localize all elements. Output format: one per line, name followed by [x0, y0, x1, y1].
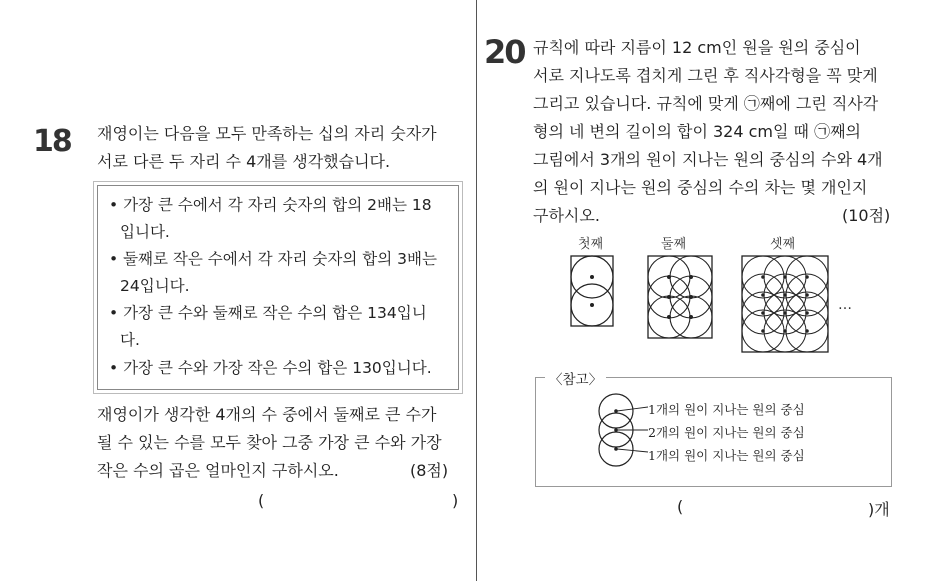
figure-ellipsis: …: [838, 297, 852, 313]
q18-question-2: 될 수 있는 수를 모두 찾아 그중 가장 큰 수와 가장: [97, 433, 442, 452]
q20-line-5: 그림에서 3개의 원이 지나는 원의 중심의 수와 4개: [533, 150, 883, 169]
question-18-number: 18: [33, 124, 71, 159]
q18-cond-2: • 둘째로 작은 수에서 각 자리 숫자의 합의 3배는: [109, 250, 437, 268]
reference-circles: [590, 392, 650, 468]
q18-line-2: 서로 다른 두 자리 수 4개를 생각했습니다.: [97, 152, 391, 171]
figure-label-2: 둘째: [661, 237, 687, 252]
q20-line-3: 그리고 있습니다. 규칙에 맞게 ㉠째에 그린 직사각: [533, 94, 879, 113]
q20-answer-open: (: [677, 497, 684, 516]
q20-line-6: 의 원이 지나는 원의 중심의 수의 차는 몇 개인지: [533, 178, 868, 197]
reference-line-3: 1개의 원이 지나는 원의 중심: [648, 448, 805, 463]
q18-line-1: 재영이는 다음을 모두 만족하는 십의 자리 숫자가: [97, 124, 437, 143]
q18-points: (8점): [410, 461, 449, 480]
figure-2-circles: [647, 255, 713, 339]
q20-line-7: 구하시오.: [533, 206, 600, 225]
q18-cond-3b: 다.: [120, 331, 140, 349]
figure-3-circles: [741, 255, 829, 353]
q18-answer-open: (: [258, 491, 265, 510]
q18-cond-2b: 24입니다.: [120, 277, 190, 295]
q18-answer-close: ): [452, 491, 459, 510]
figure-label-1: 첫째: [578, 237, 604, 252]
page-divider: [476, 0, 477, 581]
q20-points: (10점): [842, 206, 891, 225]
question-20-number: 20: [484, 33, 525, 71]
q18-cond-3: • 가장 큰 수와 둘째로 작은 수의 합은 134입니: [109, 304, 427, 322]
q20-answer-suffix: )개: [868, 500, 890, 519]
q18-cond-1b: 입니다.: [120, 223, 170, 241]
q18-question-3: 작은 수의 곱은 얼마인지 구하시오.: [97, 461, 339, 480]
q18-cond-4: • 가장 큰 수와 가장 작은 수의 합은 130입니다.: [109, 359, 432, 377]
figure-1-circles: [570, 255, 614, 327]
reference-line-1: 1개의 원이 지나는 원의 중심: [648, 402, 805, 417]
reference-line-2: 2개의 원이 지나는 원의 중심: [648, 425, 805, 440]
q18-cond-1: • 가장 큰 수에서 각 자리 숫자의 합의 2배는 18: [109, 196, 432, 214]
q20-line-1: 규칙에 따라 지름이 12 cm인 원을 원의 중심이: [533, 38, 861, 57]
q20-line-2: 서로 지나도록 겹치게 그린 후 직사각형을 꼭 맞게: [533, 66, 878, 85]
reference-title: 〈참고〉: [545, 368, 606, 388]
q20-line-4: 형의 네 변의 길이의 합이 324 cm일 때 ㉠째의: [533, 122, 861, 141]
figure-label-3: 셋째: [770, 237, 796, 252]
q18-question-1: 재영이가 생각한 4개의 수 중에서 둘째로 큰 수가: [97, 405, 437, 424]
